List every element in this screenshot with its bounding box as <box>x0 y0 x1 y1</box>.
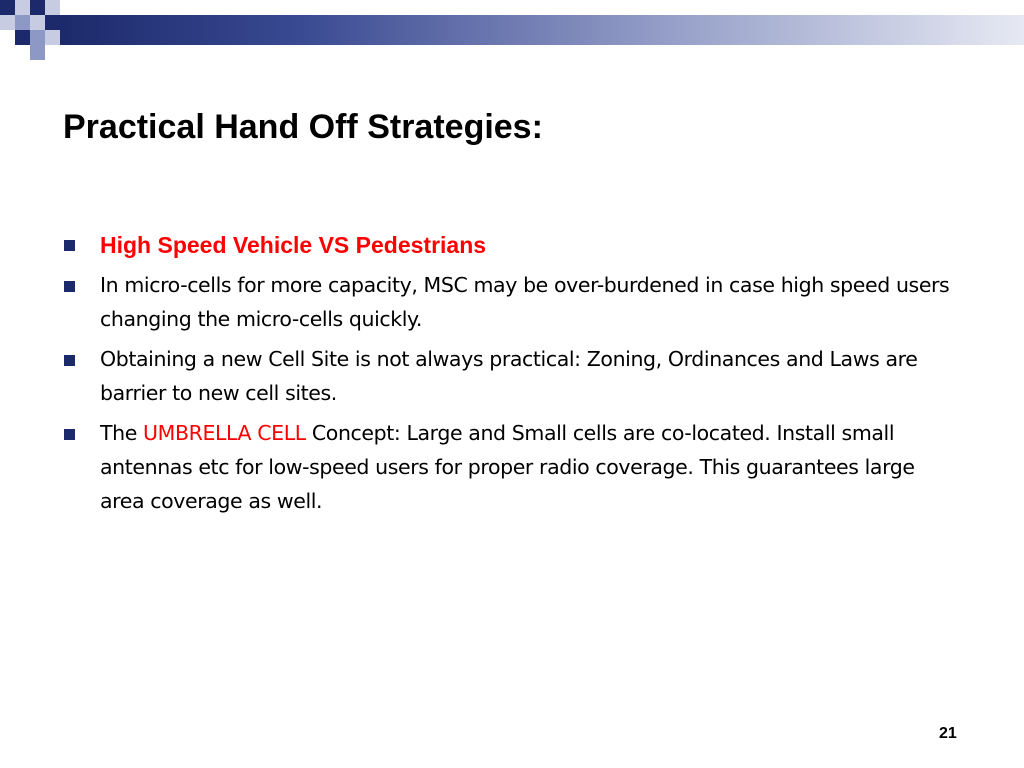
square-bullet-icon <box>64 355 75 366</box>
square-bullet-icon <box>64 429 75 440</box>
bullet-text-prefix: The <box>100 421 144 445</box>
bullet-item <box>62 416 962 518</box>
bullet-item <box>62 268 962 336</box>
bullet-item <box>62 228 962 262</box>
bullet-text: In micro-cells for more capacity, MSC may be over-burdened in case high speed users changing the micro-cells quickly. <box>100 273 950 331</box>
bullet-item <box>62 342 962 410</box>
square-bullet-icon <box>64 281 75 292</box>
square-bullet-icon <box>64 240 75 251</box>
bullet-text-suffix: Concept: Large and Small cells are co-located. Install small antennas etc for low-speed users for proper radio coverage. This guarantees large area coverage as well. <box>100 421 915 513</box>
page-number: 21 <box>939 725 957 742</box>
bullet-list <box>62 228 962 524</box>
bullet-heading-text: High Speed Vehicle VS Pedestrians <box>100 232 487 258</box>
umbrella-cell-highlight: UMBRELLA CELL <box>143 421 306 445</box>
slide-title: Practical Hand Off Strategies: <box>63 108 543 146</box>
header-gradient-band <box>60 15 1024 45</box>
bullet-text <box>100 421 915 513</box>
bullet-text: Obtaining a new Cell Site is not always practical: Zoning, Ordinances and Laws are barrier to new cell sites. <box>100 347 918 405</box>
